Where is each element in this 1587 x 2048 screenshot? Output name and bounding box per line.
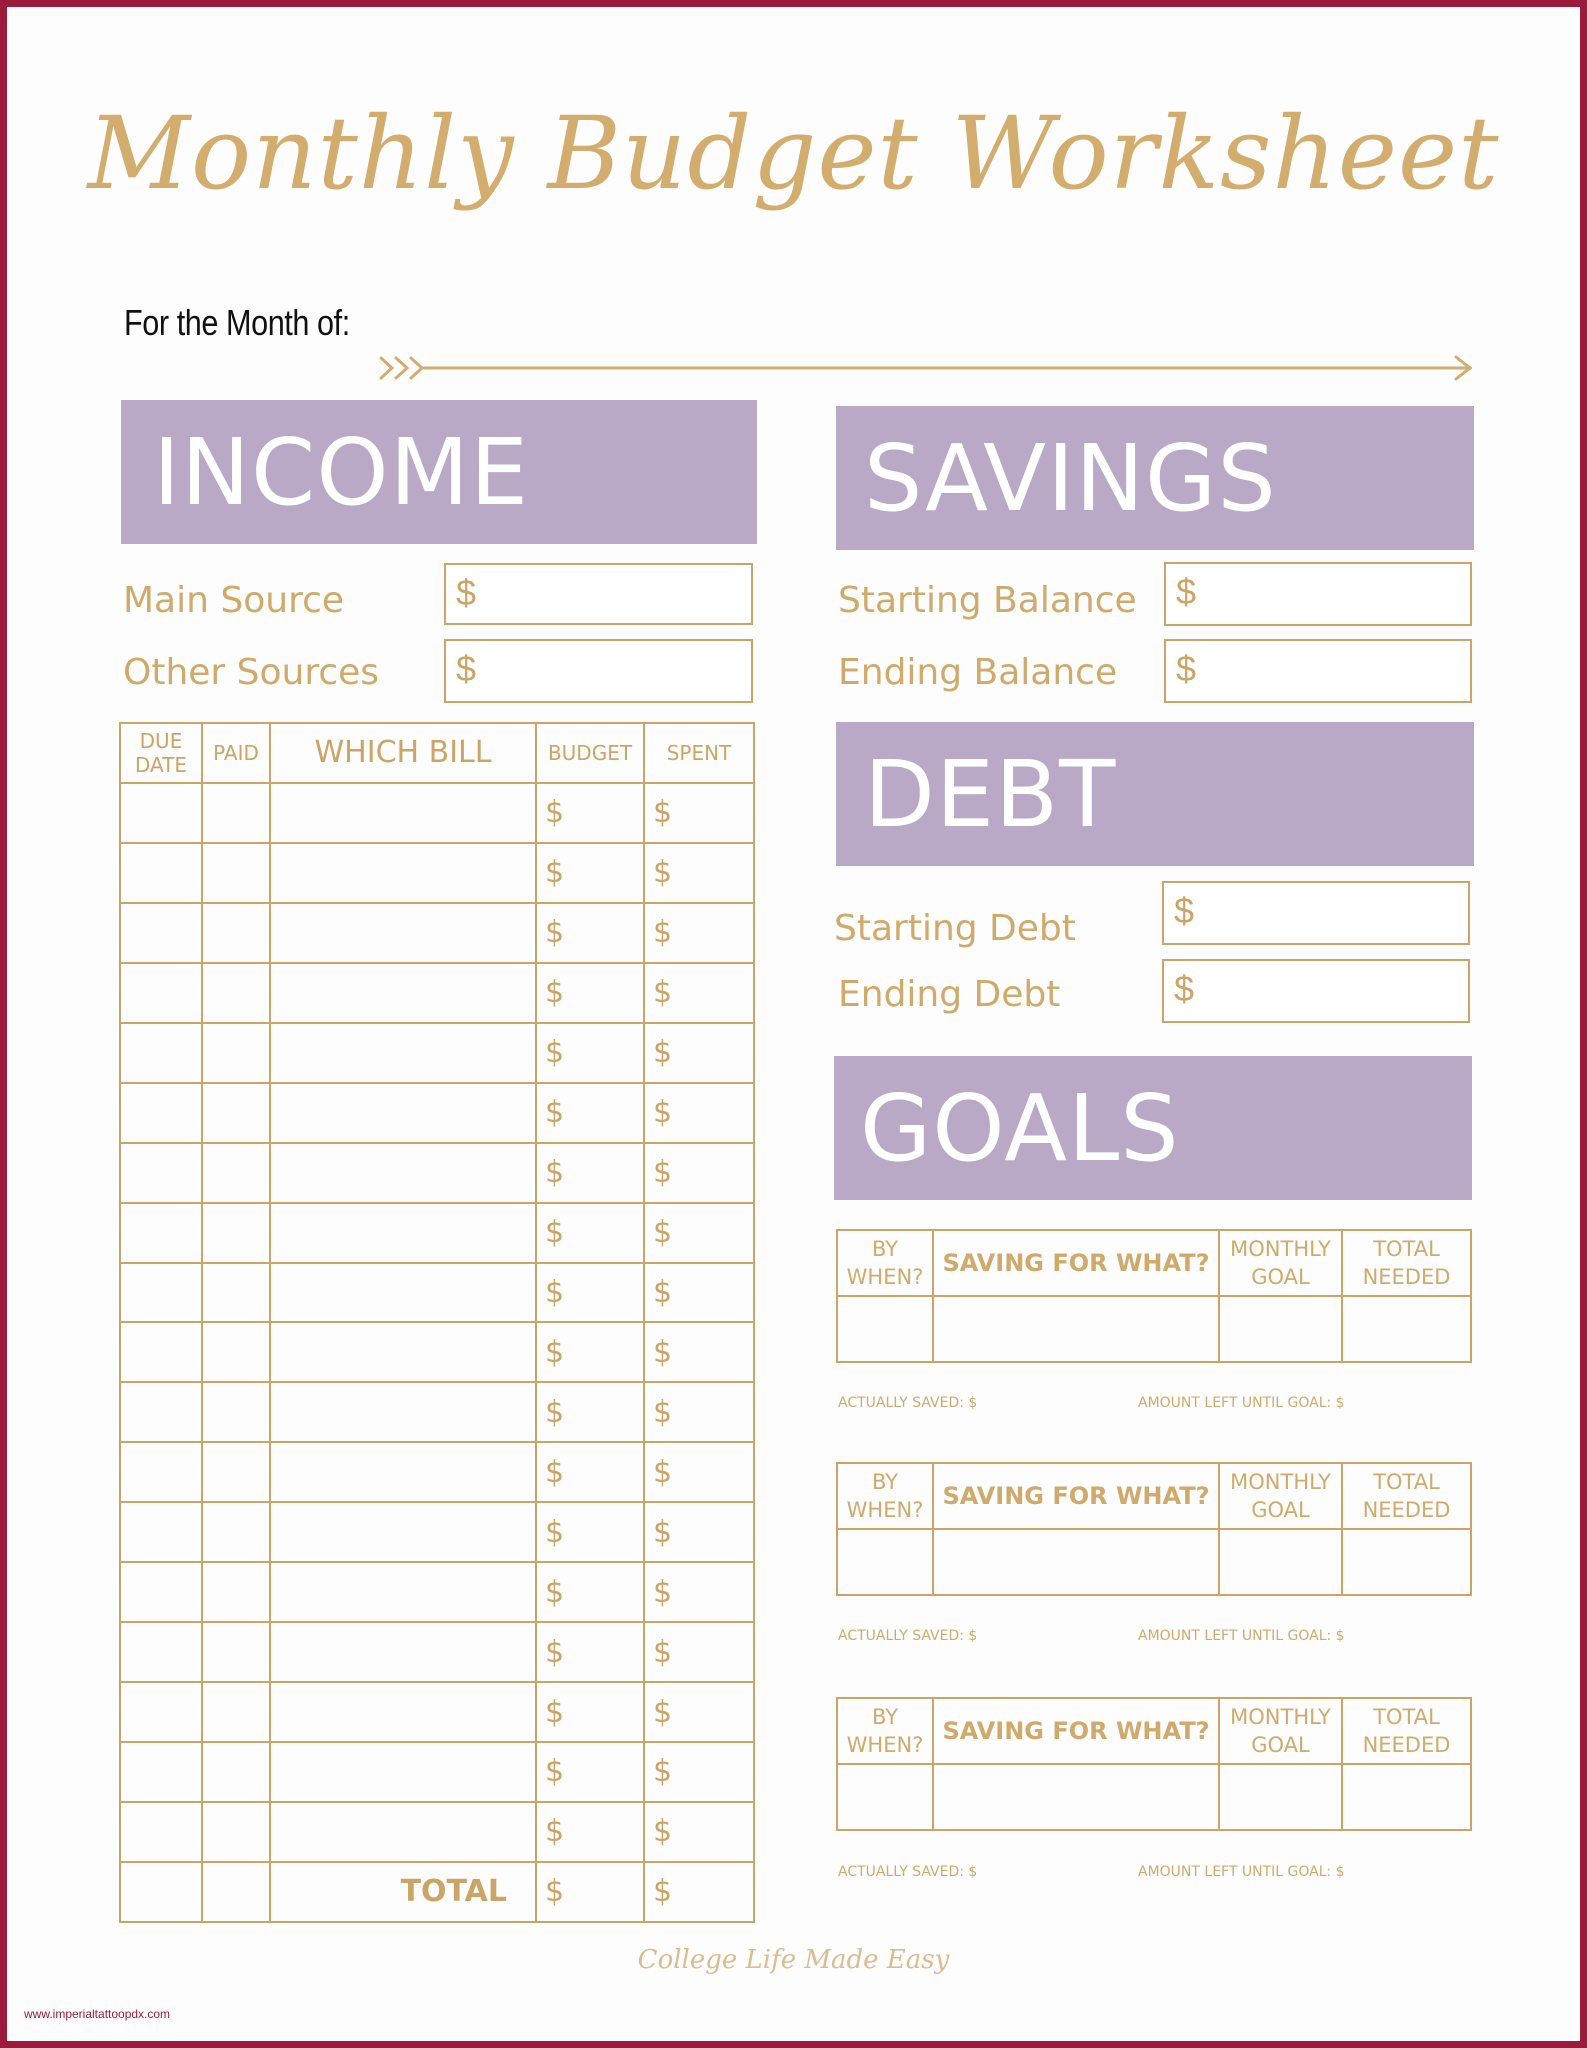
bill-paid-cell[interactable]	[202, 783, 270, 843]
bill-budget-cell[interactable]: $	[536, 1742, 644, 1802]
bill-row	[120, 1382, 754, 1442]
bill-due-date-cell[interactable]	[120, 1442, 202, 1502]
income-main-source-label: Main Source	[123, 580, 345, 621]
saving-for-what-cell[interactable]	[933, 1529, 1219, 1595]
goal-table	[836, 1462, 1472, 1596]
bill-paid-cell[interactable]	[202, 1023, 270, 1083]
bill-paid-cell[interactable]	[202, 903, 270, 963]
bill-name-cell[interactable]	[270, 1502, 536, 1562]
bill-paid-cell[interactable]	[202, 1802, 270, 1862]
total-needed-header: TOTAL NEEDED	[1342, 1230, 1471, 1296]
bill-spent-cell[interactable]: $	[644, 1802, 754, 1862]
savings-starting-balance-label: Starting Balance	[838, 580, 1137, 621]
saving-for-what-header: SAVING FOR WHAT?	[933, 1463, 1219, 1529]
bill-name-cell[interactable]	[270, 1083, 536, 1143]
bill-spent-cell[interactable]: $	[644, 1622, 754, 1682]
monthly-goal-cell[interactable]	[1219, 1529, 1342, 1595]
watermark: www.imperialtattoopdx.com	[24, 2007, 171, 2021]
bill-name-cell[interactable]	[270, 1742, 536, 1802]
bill-name-cell[interactable]	[270, 1442, 536, 1502]
bill-due-date-cell[interactable]	[120, 1322, 202, 1382]
bill-name-cell[interactable]	[270, 1263, 536, 1323]
total-label: TOTAL	[270, 1862, 536, 1922]
bill-paid-cell[interactable]	[202, 1562, 270, 1622]
bill-spent-cell[interactable]: $	[644, 1742, 754, 1802]
bill-spent-cell[interactable]: $	[644, 843, 754, 903]
debt-starting-debt-field[interactable]: $	[1162, 881, 1470, 945]
income-other-sources-label: Other Sources	[123, 652, 380, 693]
total-spent-cell[interactable]: $	[644, 1862, 754, 1922]
bill-row	[120, 1322, 754, 1382]
bill-due-date-cell[interactable]	[120, 1143, 202, 1203]
bill-spent-cell[interactable]: $	[644, 1442, 754, 1502]
bill-name-cell[interactable]	[270, 1322, 536, 1382]
total-needed-cell[interactable]	[1342, 1764, 1471, 1830]
bill-spent-cell[interactable]: $	[644, 1263, 754, 1323]
bills-table	[119, 722, 755, 1923]
bill-budget-cell[interactable]: $	[536, 1802, 644, 1862]
bill-name-cell[interactable]	[270, 903, 536, 963]
bill-due-date-cell[interactable]	[120, 1083, 202, 1143]
bill-due-date-cell[interactable]	[120, 843, 202, 903]
bill-budget-cell[interactable]: $	[536, 1263, 644, 1323]
bill-due-date-cell[interactable]	[120, 903, 202, 963]
bill-name-cell[interactable]	[270, 1622, 536, 1682]
bill-paid-cell[interactable]	[202, 1502, 270, 1562]
monthly-goal-header: MONTHLY GOAL	[1219, 1463, 1342, 1529]
bill-row	[120, 1742, 754, 1802]
bill-paid-cell[interactable]	[202, 963, 270, 1023]
bill-spent-cell[interactable]: $	[644, 1143, 754, 1203]
bill-paid-cell[interactable]	[202, 1203, 270, 1263]
actually-saved-label: ACTUALLY SAVED: $	[838, 1395, 978, 1411]
goal-table	[836, 1229, 1472, 1363]
amount-left-label: AMOUNT LEFT UNTIL GOAL: $	[1138, 1395, 1345, 1411]
savings-starting-balance-field[interactable]: $	[1164, 562, 1472, 626]
bill-due-date-cell[interactable]	[120, 1562, 202, 1622]
bill-budget-cell[interactable]: $	[536, 1622, 644, 1682]
bill-paid-cell[interactable]	[202, 1083, 270, 1143]
bill-name-cell[interactable]	[270, 963, 536, 1023]
due-date-header: DUE DATE	[120, 723, 202, 783]
by-when-header: BY WHEN?	[837, 1463, 933, 1529]
bill-budget-cell[interactable]: $	[536, 1203, 644, 1263]
budget-header: BUDGET	[536, 723, 644, 783]
amount-left-label: AMOUNT LEFT UNTIL GOAL: $	[1138, 1864, 1345, 1880]
total-needed-cell[interactable]	[1342, 1529, 1471, 1595]
total-row	[120, 1862, 754, 1922]
bill-due-date-cell[interactable]	[120, 963, 202, 1023]
page-title: Monthly Budget Worksheet	[87, 95, 1500, 212]
bill-row	[120, 903, 754, 963]
bill-due-date-cell[interactable]	[120, 783, 202, 843]
bill-name-cell[interactable]	[270, 1802, 536, 1862]
bill-due-date-cell[interactable]	[120, 1203, 202, 1263]
by-when-header: BY WHEN?	[837, 1698, 933, 1764]
bill-due-date-cell[interactable]	[120, 1263, 202, 1323]
bill-due-date-cell[interactable]	[120, 1622, 202, 1682]
month-arrow-icon	[0, 0, 1587, 400]
bill-row	[120, 1263, 754, 1323]
bill-row	[120, 963, 754, 1023]
bill-row	[120, 1502, 754, 1562]
bill-spent-cell[interactable]: $	[644, 1083, 754, 1143]
bill-budget-cell[interactable]: $	[536, 843, 644, 903]
bill-due-date-cell[interactable]	[120, 1023, 202, 1083]
monthly-goal-cell[interactable]	[1219, 1296, 1342, 1362]
bill-budget-cell[interactable]: $	[536, 1143, 644, 1203]
bill-paid-cell[interactable]	[202, 1442, 270, 1502]
bill-spent-cell[interactable]: $	[644, 963, 754, 1023]
bill-budget-cell[interactable]: $	[536, 1322, 644, 1382]
bill-budget-cell[interactable]: $	[536, 783, 644, 843]
bill-paid-cell[interactable]	[202, 1682, 270, 1742]
bill-paid-cell[interactable]	[202, 843, 270, 903]
bill-name-cell[interactable]	[270, 1682, 536, 1742]
bill-name-cell[interactable]	[270, 843, 536, 903]
bill-budget-cell[interactable]: $	[536, 1023, 644, 1083]
bill-budget-cell[interactable]: $	[536, 1083, 644, 1143]
bill-budget-cell[interactable]: $	[536, 963, 644, 1023]
bill-row	[120, 1143, 754, 1203]
bill-row	[120, 1023, 754, 1083]
bill-spent-cell[interactable]: $	[644, 1562, 754, 1622]
savings-ending-balance-label: Ending Balance	[838, 652, 1118, 693]
bill-spent-cell[interactable]: $	[644, 903, 754, 963]
month-label: For the Month of:	[124, 302, 350, 343]
debt-starting-debt-label: Starting Debt	[834, 908, 1076, 949]
bill-name-cell[interactable]	[270, 1562, 536, 1622]
bill-budget-cell[interactable]: $	[536, 1502, 644, 1562]
which-bill-header: WHICH BILL	[270, 723, 536, 783]
income-main-source-field[interactable]: $	[444, 563, 753, 625]
total-empty-cell	[202, 1862, 270, 1922]
monthly-goal-header: MONTHLY GOAL	[1219, 1230, 1342, 1296]
footer-brand: College Life Made Easy	[637, 1945, 950, 1975]
bill-budget-cell[interactable]: $	[536, 1682, 644, 1742]
actually-saved-label: ACTUALLY SAVED: $	[838, 1628, 978, 1644]
bill-paid-cell[interactable]	[202, 1143, 270, 1203]
by-when-header: BY WHEN?	[837, 1230, 933, 1296]
bill-spent-cell[interactable]: $	[644, 1502, 754, 1562]
bill-row	[120, 1083, 754, 1143]
goal-table	[836, 1697, 1472, 1831]
actually-saved-label: ACTUALLY SAVED: $	[838, 1864, 978, 1880]
bill-row	[120, 1562, 754, 1622]
bill-row	[120, 1682, 754, 1742]
bill-paid-cell[interactable]	[202, 1622, 270, 1682]
bill-spent-cell[interactable]: $	[644, 1382, 754, 1442]
bill-spent-cell[interactable]: $	[644, 1682, 754, 1742]
bill-due-date-cell[interactable]	[120, 1502, 202, 1562]
saving-for-what-cell[interactable]	[933, 1764, 1219, 1830]
income-header: INCOME	[121, 400, 757, 544]
bill-row	[120, 1203, 754, 1263]
paid-header: PAID	[202, 723, 270, 783]
total-empty-cell	[120, 1862, 202, 1922]
bill-row	[120, 1442, 754, 1502]
bill-name-cell[interactable]	[270, 1203, 536, 1263]
bill-name-cell[interactable]	[270, 1023, 536, 1083]
bill-spent-cell[interactable]: $	[644, 1322, 754, 1382]
total-needed-cell[interactable]	[1342, 1296, 1471, 1362]
income-other-sources-field[interactable]: $	[444, 639, 753, 703]
saving-for-what-header: SAVING FOR WHAT?	[933, 1698, 1219, 1764]
bill-budget-cell[interactable]: $	[536, 1562, 644, 1622]
bill-spent-cell[interactable]: $	[644, 1023, 754, 1083]
savings-ending-balance-field[interactable]: $	[1164, 639, 1472, 703]
bill-row	[120, 843, 754, 903]
bill-spent-cell[interactable]: $	[644, 1203, 754, 1263]
amount-left-label: AMOUNT LEFT UNTIL GOAL: $	[1138, 1628, 1345, 1644]
by-when-cell[interactable]	[837, 1764, 933, 1830]
by-when-cell[interactable]	[837, 1529, 933, 1595]
total-needed-header: TOTAL NEEDED	[1342, 1698, 1471, 1764]
bill-name-cell[interactable]	[270, 1143, 536, 1203]
bill-paid-cell[interactable]	[202, 1742, 270, 1802]
bill-budget-cell[interactable]: $	[536, 903, 644, 963]
bill-row	[120, 1802, 754, 1862]
debt-ending-debt-field[interactable]: $	[1162, 959, 1470, 1023]
bill-budget-cell[interactable]: $	[536, 1442, 644, 1502]
monthly-goal-header: MONTHLY GOAL	[1219, 1698, 1342, 1764]
bill-row	[120, 1622, 754, 1682]
bill-spent-cell[interactable]: $	[644, 783, 754, 843]
bill-paid-cell[interactable]	[202, 1322, 270, 1382]
monthly-goal-cell[interactable]	[1219, 1764, 1342, 1830]
savings-header: SAVINGS	[836, 406, 1474, 550]
bill-budget-cell[interactable]: $	[536, 1382, 644, 1442]
bill-paid-cell[interactable]	[202, 1263, 270, 1323]
bill-due-date-cell[interactable]	[120, 1742, 202, 1802]
bill-due-date-cell[interactable]	[120, 1682, 202, 1742]
by-when-cell[interactable]	[837, 1296, 933, 1362]
saving-for-what-header: SAVING FOR WHAT?	[933, 1230, 1219, 1296]
bill-name-cell[interactable]	[270, 1382, 536, 1442]
saving-for-what-cell[interactable]	[933, 1296, 1219, 1362]
bill-row	[120, 783, 754, 843]
bill-due-date-cell[interactable]	[120, 1802, 202, 1862]
bill-due-date-cell[interactable]	[120, 1382, 202, 1442]
bill-paid-cell[interactable]	[202, 1382, 270, 1442]
debt-ending-debt-label: Ending Debt	[838, 974, 1061, 1015]
goals-header: GOALS	[834, 1056, 1472, 1200]
spent-header: SPENT	[644, 723, 754, 783]
total-budget-cell[interactable]: $	[536, 1862, 644, 1922]
total-needed-header: TOTAL NEEDED	[1342, 1463, 1471, 1529]
bill-name-cell[interactable]	[270, 783, 536, 843]
debt-header: DEBT	[836, 722, 1474, 866]
